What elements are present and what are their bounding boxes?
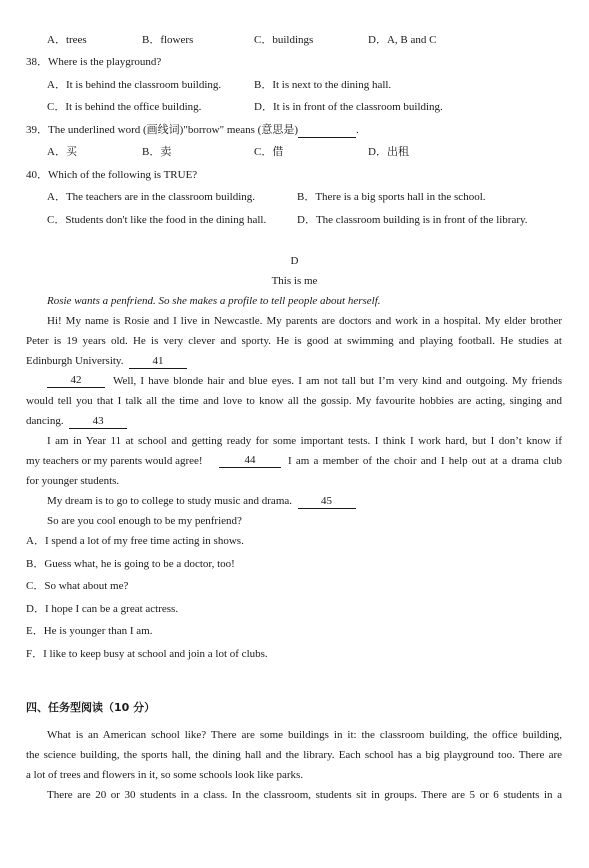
- option-a[interactable]: A．I spend a lot of my free time acting in shows.: [26, 535, 244, 547]
- q38-options-row1: [0, 77, 589, 93]
- s4-p1-line1: What is an American school like? There are some buildings in it: the classroom building, the office building,: [47, 729, 562, 741]
- q38-stem-row: [0, 54, 589, 70]
- q37-option-d[interactable]: D．A, B and C: [368, 34, 437, 46]
- q39-stem-line: [26, 122, 359, 138]
- q40-option-c[interactable]: C．Students don't like the food in the dining hall.: [47, 214, 267, 226]
- section-4-heading: 四、任务型阅读（10 分）: [26, 701, 156, 714]
- section-d-intro-row: [0, 293, 589, 309]
- p4-text: My dream is to go to college to study music and drama.: [47, 495, 293, 507]
- s4-p1-line2: the science building, the sports hall, the dining hall and the library. Each school has a big playground too. There are: [26, 749, 562, 761]
- option-b[interactable]: B．Guess what, he is going to be a doctor, too!: [26, 558, 235, 570]
- q40-stem: 40．Which of the following is TRUE?: [26, 169, 198, 181]
- s4-p2-line1-row: [0, 787, 589, 803]
- p1-line3: [26, 353, 187, 369]
- s4-p2-line1: There are 20 or 30 students in a class. In the classroom, students sit in groups. There are 5 or 6 students in a: [47, 789, 562, 801]
- passage-p3-line3: [0, 473, 589, 489]
- p1-line2: Peter is 19 years old. He is very clever and sporty. He is good at swimming and playing football. He studies at: [26, 335, 562, 347]
- s4-p1-line2-row: [0, 747, 589, 763]
- p3-line3: for younger students.: [26, 475, 120, 487]
- q38-option-c[interactable]: C．It is behind the office building.: [47, 101, 202, 113]
- q39-option-a[interactable]: A．买: [47, 146, 77, 158]
- p3-line1: I am in Year 11 at school and getting ready for some important tests. I think I work hard, but I don’t know if: [47, 435, 562, 447]
- q39-options: [0, 144, 589, 160]
- q38-options-row2: [0, 99, 589, 115]
- option-d[interactable]: D．I hope I can be a great actress.: [26, 603, 179, 615]
- section-d-intro: Rosie wants a penfriend. So she makes a profile to tell people about herself.: [47, 295, 381, 307]
- section-d-title: This is me: [271, 275, 318, 287]
- passage-p1-line3: [0, 353, 589, 369]
- p1-line3-text: Edinburgh University.: [26, 355, 124, 367]
- passage-p2-line1: [0, 373, 589, 389]
- q40-stem-row: [0, 167, 589, 183]
- q38-stem: 38．Where is the playground?: [26, 56, 162, 68]
- passage-p2-line3: [0, 413, 589, 429]
- section-d-letter: D: [290, 255, 299, 267]
- q39-option-b[interactable]: B．卖: [142, 146, 172, 158]
- option-e[interactable]: E．He is younger than I am.: [26, 625, 153, 637]
- q39-option-c[interactable]: C．借: [254, 146, 284, 158]
- p2-line3: [26, 413, 127, 429]
- q37-option-b[interactable]: B．flowers: [142, 34, 194, 46]
- q38-option-a[interactable]: A．It is behind the classroom building.: [47, 79, 222, 91]
- q40-options-row2: [0, 212, 589, 228]
- passage-p3-line2: [0, 453, 589, 469]
- option-c[interactable]: C．So what about me?: [26, 580, 129, 592]
- passage-p1-line1: [0, 313, 589, 329]
- q38-option-d[interactable]: D．It is in front of the classroom building.: [254, 101, 443, 113]
- q39-stem-tail: .: [356, 124, 359, 136]
- p5-text: So are you cool enough to be my penfriend?: [47, 515, 242, 527]
- blank-44[interactable]: 44: [219, 453, 281, 468]
- q40-option-a[interactable]: A．The teachers are in the classroom building.: [47, 191, 256, 203]
- section-4-heading-row: [0, 700, 589, 716]
- passage-p4: [0, 493, 589, 509]
- option-row-f: [0, 646, 589, 662]
- p1-line1: Hi! My name is Rosie and I live in Newcastle. My parents are doctors and work in a hospital. My elder brother: [47, 315, 562, 327]
- s4-p1-line3-row: [0, 767, 589, 783]
- blank-42[interactable]: 42: [47, 373, 105, 388]
- option-row-b: [0, 556, 589, 572]
- q40-options-row1: [0, 189, 589, 205]
- option-row-e: [0, 623, 589, 639]
- p2-line2: would tell you that I talk all the time and love to know all the gossip. My favourite hobbies are acting, singing and: [26, 395, 562, 407]
- option-row-c: [0, 578, 589, 594]
- option-row-a: [0, 533, 589, 549]
- q37-options: [0, 32, 589, 48]
- q39-answer-blank[interactable]: [298, 123, 356, 138]
- q38-option-b[interactable]: B．It is next to the dining hall.: [254, 79, 392, 91]
- q37-option-a[interactable]: A．trees: [47, 34, 87, 46]
- s4-p1-line3: a lot of trees and flowers in it, so some schools look like parks.: [26, 769, 304, 781]
- q37-option-c[interactable]: C．buildings: [254, 34, 314, 46]
- blank-41[interactable]: 41: [129, 354, 187, 369]
- q39-stem: 39．The underlined word (画线词)"borrow" means (意思是): [26, 124, 299, 136]
- passage-p2-line2: [0, 393, 589, 409]
- option-row-d: [0, 601, 589, 617]
- q39-option-d[interactable]: D．出租: [368, 146, 409, 158]
- passage-p5: [0, 513, 589, 529]
- s4-p1-line1-row: [0, 727, 589, 743]
- p3-line2a: my teachers or my parents would agree!: [26, 455, 203, 467]
- passage-p3-line1: [0, 433, 589, 449]
- blank-43[interactable]: 43: [69, 414, 127, 429]
- option-f[interactable]: F．I like to keep busy at school and join a lot of clubs.: [26, 648, 268, 660]
- q40-option-d[interactable]: D．The classroom building is in front of the library.: [297, 214, 528, 226]
- p3-line2b: I am a member of the choir and I help out at a drama club: [288, 455, 562, 467]
- blank-45[interactable]: 45: [298, 494, 356, 509]
- q39-stem-row: [0, 122, 589, 138]
- p4-line: [47, 493, 356, 509]
- p2-line1: Well, I have blonde hair and blue eyes. I am not tall but I’m very kind and outgoing. My friends: [113, 375, 562, 387]
- passage-p1-line2: [0, 333, 589, 349]
- q40-option-b[interactable]: B．There is a big sports hall in the school.: [297, 191, 486, 203]
- p2-line3-text: dancing.: [26, 415, 64, 427]
